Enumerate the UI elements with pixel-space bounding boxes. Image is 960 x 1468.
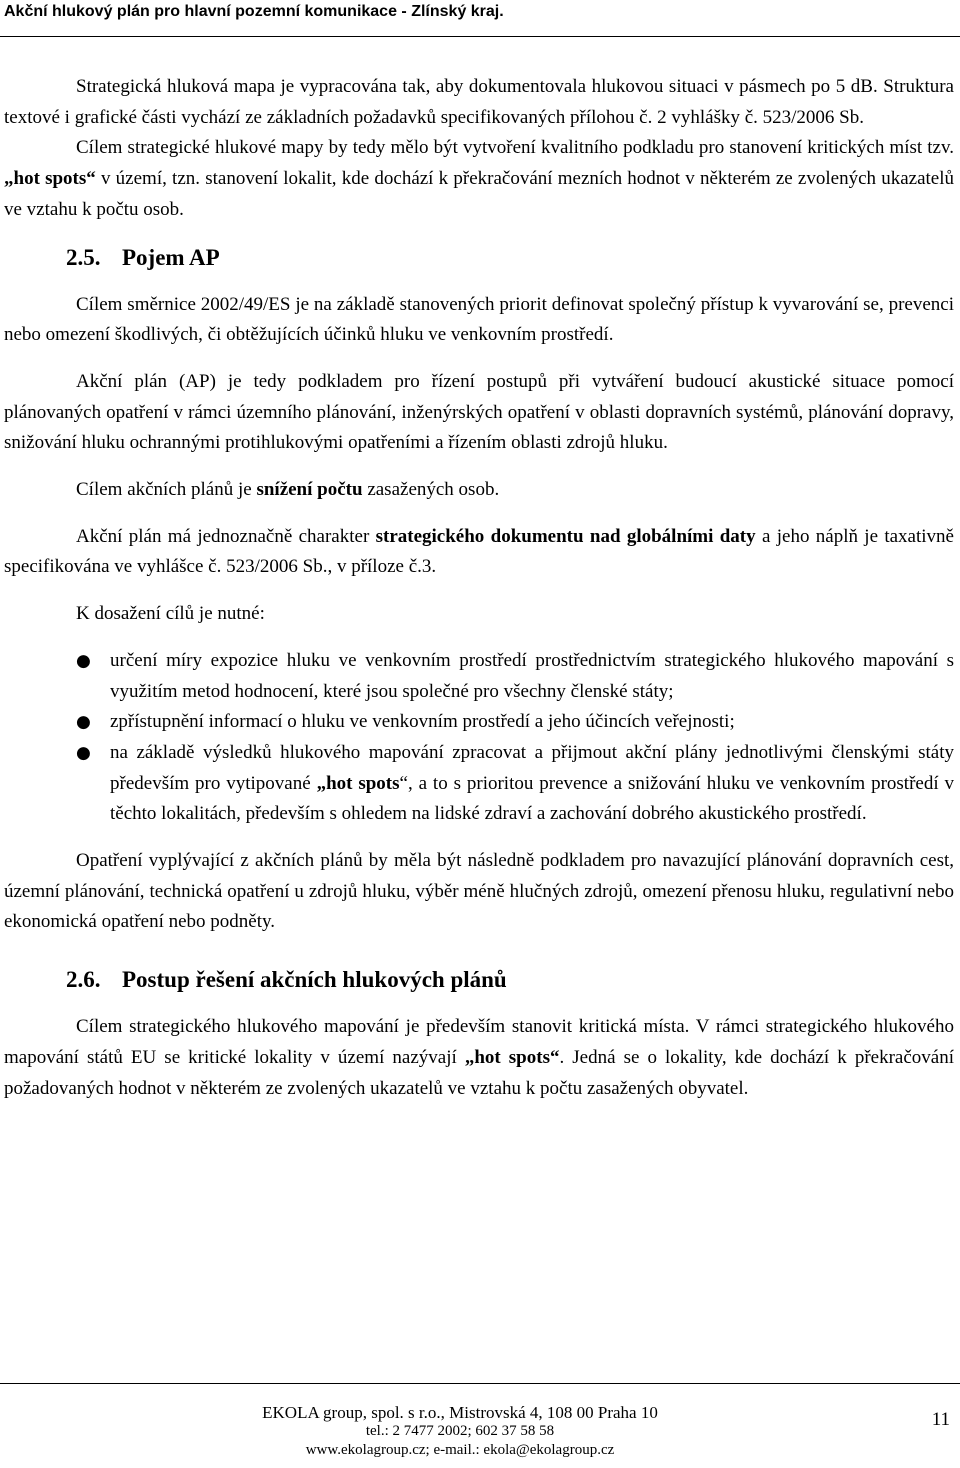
bold-term: snížení počtu bbox=[256, 479, 363, 501]
paragraph-character bbox=[4, 522, 954, 583]
footer-phone: tel.: 2 7477 2002; 602 37 58 58 bbox=[365, 1423, 555, 1439]
paragraph-procedure bbox=[4, 1012, 954, 1104]
paragraph-requirements: K dosažení cílů je nutné: bbox=[76, 603, 265, 625]
bullet-icon: ● bbox=[76, 650, 91, 671]
page-footer bbox=[0, 1403, 920, 1460]
text-span: a jeho náplň je taxativně specifikována ve vyhlášce č. 523/2006 Sb., v příloze č.3. bbox=[4, 525, 954, 578]
paragraph-noise-map: Strategická hluková mapa je vypracována tak, aby dokumentovala hlukovou situaci v pásmech po 5 dB. Struktura textové i grafické části vychází ze základních požadavků specifikovaných přílohou č. 2 vyhlášky č. 523/2006 Sb. bbox=[4, 76, 954, 128]
text-span: Cílem strategické hlukové mapy by tedy mělo být vytvoření kvalitního podkladu pro stanovení kritických míst tzv. bbox=[76, 137, 954, 159]
list-item-text: zpřístupnění informací o hluku ve venkovním prostředí a jeho účincích veřejnosti; bbox=[110, 711, 735, 733]
requirements-list bbox=[4, 646, 954, 830]
list-item-text: na základě výsledků hlukového mapování zpracovat a přijmout akční plány jednotlivými členskými státy především pro vytipované bbox=[110, 741, 954, 794]
page-header bbox=[4, 2, 956, 22]
paragraph-goal bbox=[4, 475, 954, 506]
footer-divider bbox=[0, 1383, 960, 1384]
text-span: Cílem akčních plánů je bbox=[76, 479, 257, 501]
list-item-text: určení míry expozice hluku ve venkovním prostředí prostřednictvím strategického hlukového mapování s využitím metod hodnocení, které jsou společné pro všechny členské státy; bbox=[110, 649, 954, 702]
list-item-text: “, a to s prioritou prevence a snižování hluku ve venkovním prostředí v těchto lokalitách, především s ohledem na lidské zdraví a zachování dobrého akustického prostředí. bbox=[110, 772, 954, 825]
hot-spots-term: „hot spots“ bbox=[4, 168, 96, 190]
text-span: zasažených osob. bbox=[362, 479, 500, 501]
paragraph-measures: Opatření vyplývající z akčních plánů by měla být následně podkladem pro navazující plánování dopravních cest, územní plánování, technická opatření u zdrojů hluku, výběr méně hlučných zdrojů, omezení přenosu hluku, regulativní nebo ekonomická opatření nebo podněty. bbox=[4, 850, 954, 933]
page-number: 11 bbox=[931, 1409, 950, 1430]
section-title: Postup řešení akčních hlukových plánů bbox=[122, 967, 507, 993]
header-region: Zlínský kraj. bbox=[411, 3, 504, 20]
list-item bbox=[4, 646, 954, 707]
text-span: . Jedná se o lokality, kde dochází k překračování požadovaných hodnot v některém ze zvolených ukazatelů ve vztahu k počtu zasažených obyvatel. bbox=[4, 1046, 954, 1099]
list-item bbox=[4, 738, 954, 830]
text-span: Cílem strategického hlukového mapování je především stanovit kritická místa. V rámci strategického hlukového mapování států EU se kritické lokality v území nazývají bbox=[4, 1016, 954, 1068]
paragraph-hot-spots bbox=[4, 133, 954, 225]
section-heading-2-6 bbox=[4, 964, 954, 996]
section-heading-2-5 bbox=[4, 242, 954, 274]
section-number: 2.5. bbox=[66, 244, 101, 270]
section-title: Pojem AP bbox=[122, 244, 220, 270]
footer-company: EKOLA group, spol. s r.o., Mistrovská 4, 108 00 Praha 10 bbox=[262, 1403, 658, 1422]
bullet-icon: ● bbox=[76, 742, 91, 763]
paragraph-directive: Cílem směrnice 2002/49/ES je na základě stanovených priorit definovat společný přístup k vyvarování se, prevenci nebo omezení škodlivých, či obtěžujících účinků hluku ve venkovním prostředí. bbox=[4, 293, 954, 346]
bullet-icon: ● bbox=[76, 712, 91, 733]
hot-spots-term: „hot spots bbox=[316, 772, 400, 794]
text-span: Akční plán má jednoznačně charakter bbox=[76, 525, 376, 547]
hot-spots-term: „hot spots“ bbox=[464, 1046, 560, 1068]
text-span: v území, tzn. stanovení lokalit, kde dochází k překračování mezních hodnot v některém ze zvolených ukazatelů ve vztahu k počtu osob. bbox=[4, 168, 954, 220]
bold-term: strategického dokumentu nad globálními daty bbox=[375, 525, 756, 547]
header-divider bbox=[0, 36, 960, 37]
page-content bbox=[4, 72, 954, 1104]
paragraph-action-plan: Akční plán (AP) je tedy podkladem pro řízení postupů při vytváření budoucí akustické situace pomocí plánovaných opatření v rámci územního plánování, inženýrských opatření v oblasti dopravních systémů, plánování dopravy, snižování hluku ochrannými protihlukovými opatřeními a řízením oblasti zdrojů hluku. bbox=[4, 370, 954, 454]
header-title: Akční hlukový plán pro hlavní pozemní komunikace - bbox=[4, 3, 412, 20]
footer-web: www.ekolagroup.cz; e-mail.: ekola@ekolagroup.cz bbox=[305, 1442, 615, 1458]
section-number: 2.6. bbox=[66, 967, 101, 993]
list-item bbox=[4, 707, 954, 738]
